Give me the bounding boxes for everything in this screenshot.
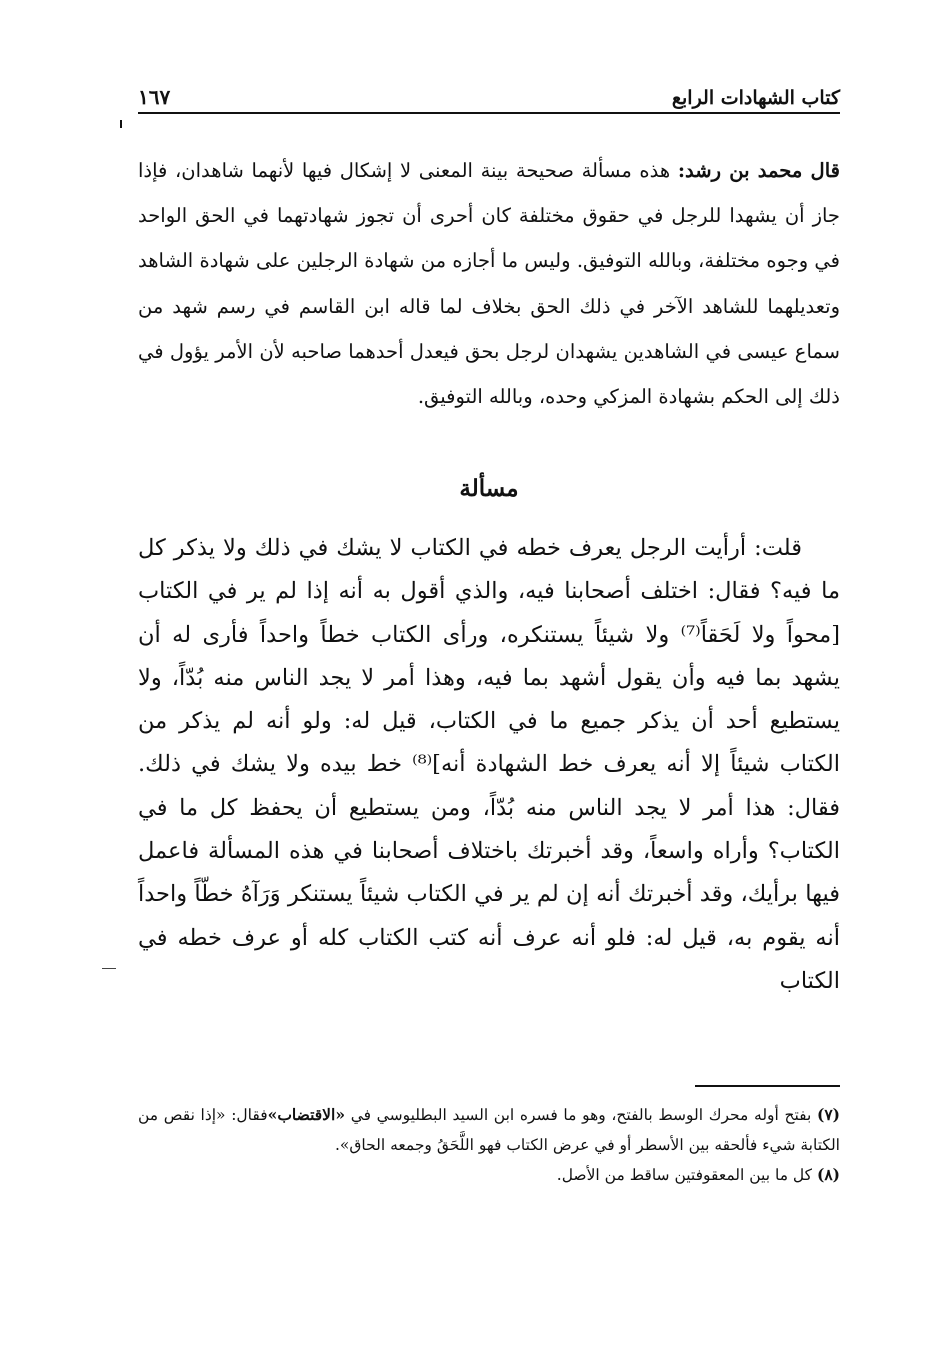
speaker-name: قال محمد بن رشد: bbox=[677, 159, 840, 182]
margin-mark bbox=[102, 968, 116, 969]
margin-tick bbox=[120, 120, 122, 128]
footnote-text: بفتح أوله محرك الوسط بالفتح، وهو ما فسره ابن السيد البطليوسي في bbox=[350, 1106, 812, 1124]
footnote-text-rest: فقال: «إذا نقص من الكتابة شيء فألحقه بين الأسطر أو في عرض الكتاب فهو اللَّحَقُ وجمعه الحاق». bbox=[138, 1106, 840, 1154]
footnote-number: (٨) bbox=[816, 1165, 840, 1184]
question-paragraph: قلت: أرأيت الرجل يعرف خطه في الكتاب لا يشك في ذلك ولا يذكر كل ما فيه؟ فقال: اختلف أصحابنا فيه، والذي أقول به أنه إذا لم ير في الكتاب [محواً ولا لَحَقاً⁽⁷⁾ ولا شيئاً يستنكره، ورأى الكتاب خطاً واحداً فأرى له أن يشهد بما فيه وأن يقول أشهد بما فيه، وهذا أمر لا يجد الناس منه بُدّاً، ولا يستطيع أحد أن يذكر جميع ما في الكتاب، قيل له: ولو أنه لم يذكر من الكتاب شيئاً إلا أنه يعرف خط الشهادة أنه]⁽⁸⁾ خط بيده ولا يشك في ذلك. فقال: هذا أمر لا يجد الناس منه بُدّاً، ومن يستطيع أن يحفظ كل ما في الكتاب؟ وأراه واسعاً، وقد أخبرتك باختلاف أصحابنا في هذه المسألة فاعمل فيها برأيك، وقد أخبرتك أنه إن لم ير في الكتاب شيئاً يستنكر وَرَآهُ خطّاً واحداً أنه يقوم به، قيل له: فلو أنه عرف أنه كتب الكتاب كله أو عرف خطه في الكتاب bbox=[138, 535, 840, 994]
footnote-separator bbox=[695, 1085, 840, 1087]
footnote-book-title: «الاقتضاب» bbox=[267, 1105, 346, 1124]
commentary-paragraph bbox=[138, 148, 840, 419]
footnote-number: (٧) bbox=[816, 1105, 840, 1124]
footnote-text: كل ما بين المعقوفتين ساقط من الأصل. bbox=[556, 1166, 813, 1184]
section-heading: مسألة bbox=[459, 475, 519, 502]
commentary-text: هذه مسألة صحيحة بينة المعنى لا إشكال فيها لأنهما شاهدان، فإذا جاز أن يشهدا للرجل في حقوق مختلفة كان أحرى أن تجوز شهادتهما في الحق الواحد في وجوه مختلفة، وبالله التوفيق. وليس ما أجازه من شهادة الرجلين على شهادة الشاهد وتعديلهما للشاهد الآخر في ذلك الحق بخلاف لما قاله ابن القاسم في رسم شهد من سماع عيسى في الشاهدين يشهدان لرجل بحق فيعدل أحدهما صاحبه لأن الأمر يؤول في ذلك إلى الحكم بشهادة المزكي وحده، وبالله التوفيق. bbox=[138, 159, 840, 409]
running-header bbox=[138, 78, 840, 114]
footnote-7 bbox=[138, 1100, 840, 1160]
page-number: ١٦٧ bbox=[138, 85, 171, 109]
chapter-title: كتاب الشهادات الرابع bbox=[671, 87, 840, 109]
footnote-8 bbox=[138, 1160, 840, 1190]
footnotes bbox=[138, 1100, 840, 1190]
